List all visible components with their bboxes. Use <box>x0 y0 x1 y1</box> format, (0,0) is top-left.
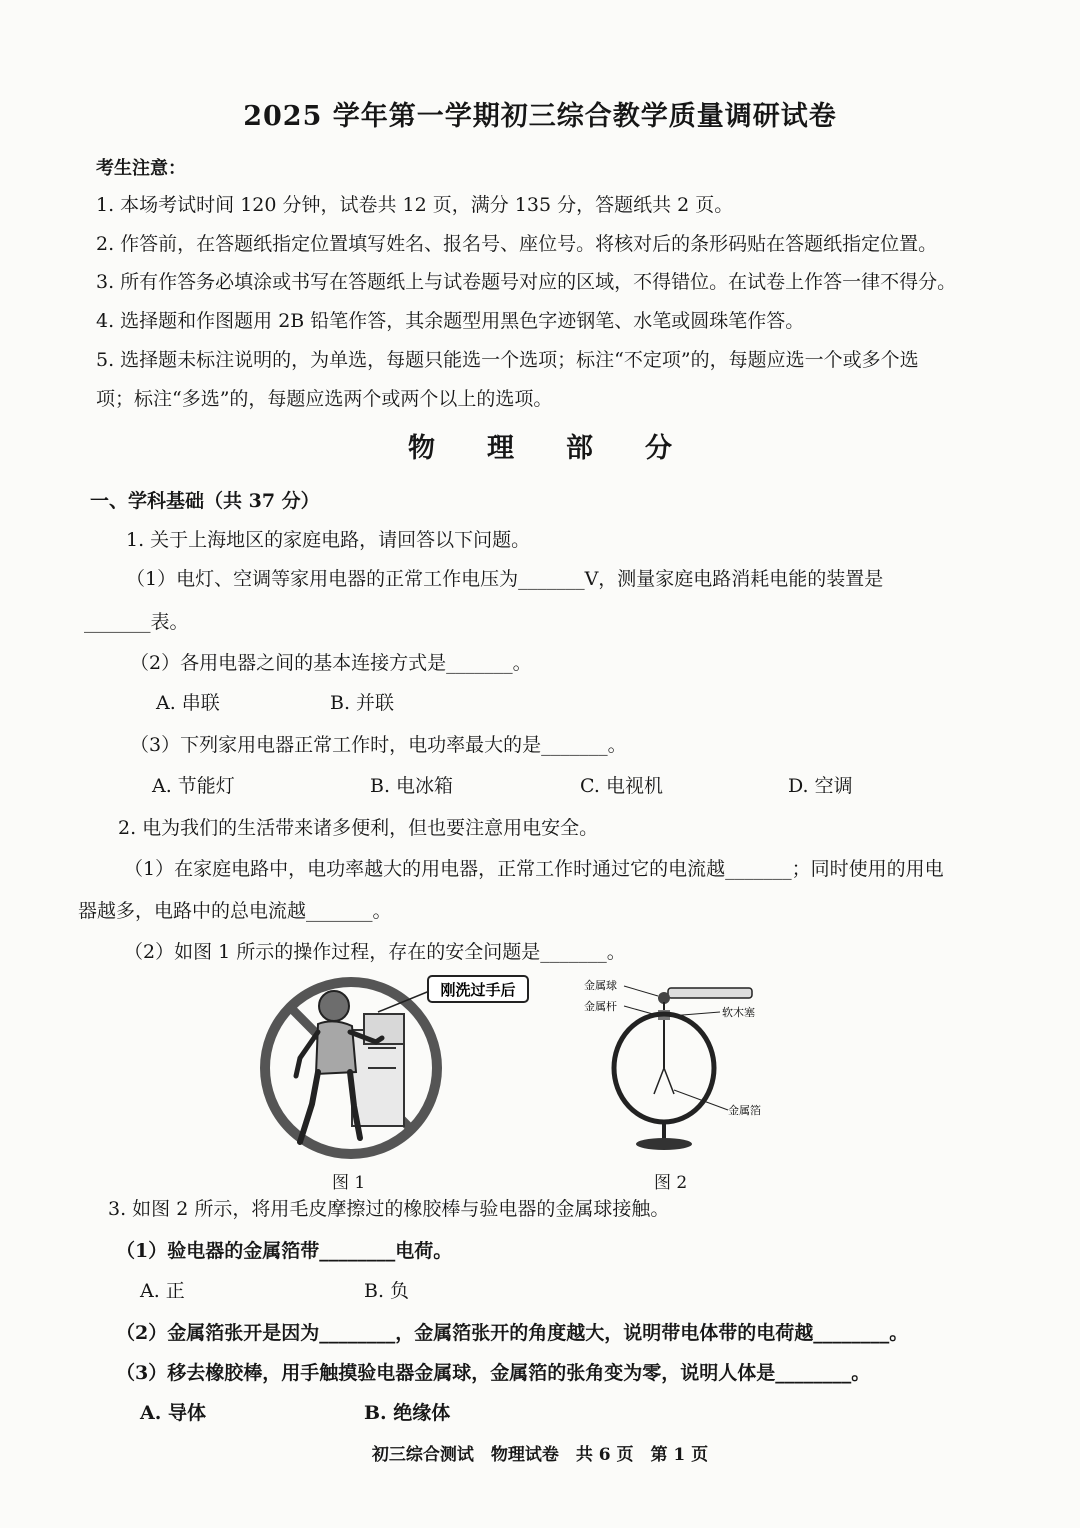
q2-sub2: （2）如图 1 所示的操作过程，存在的安全问题是_______。 <box>124 941 626 963</box>
figure-1 <box>256 972 546 1162</box>
q3-sub1-choice-a: A. 正 <box>140 1280 185 1302</box>
figure-1-caption: 图 1 <box>332 1173 366 1193</box>
q3-sub3-choice-a: A. 导体 <box>140 1402 206 1424</box>
q1-sub2: （2）各用电器之间的基本连接方式是_______。 <box>130 652 532 674</box>
q1-sub2-choice-a: A. 串联 <box>156 692 220 714</box>
q1-sub3-choice-a: A. 节能灯 <box>152 775 235 797</box>
q1-sub1-line1: （1）电灯、空调等家用电器的正常工作电压为_______V，测量家庭电路消耗电能的装置是 <box>126 568 884 590</box>
notice-item-3: 3. 所有作答务必填涂或书写在答题纸上与试卷题号对应的区域，不得错位。在试卷上作答一律不得分。 <box>96 271 957 293</box>
q1-sub2-choice-b: B. 并联 <box>330 692 395 714</box>
figure-1-drawing <box>256 972 546 1162</box>
q3-sub3-choice-b: B. 绝缘体 <box>364 1402 451 1424</box>
q1-sub3: （3）下列家用电器正常工作时，电功率最大的是_______。 <box>130 734 627 756</box>
notice-item-1: 1. 本场考试时间 120 分钟，试卷共 12 页，满分 135 分，答题纸共 2 页。 <box>96 194 734 216</box>
page-footer: 初三综合测试 物理试卷 共 6 页 第 1 页 <box>371 1445 709 1465</box>
figure-2-caption: 图 2 <box>654 1173 688 1193</box>
boy-head <box>319 991 349 1021</box>
q1-sub3-choice-c: C. 电视机 <box>580 775 663 797</box>
q3-sub3: （3）移去橡胶棒，用手触摸验电器金属球，金属箔的张角变为零，说明人体是________。 <box>116 1362 871 1384</box>
q2-sub1-line1: （1）在家庭电路中，电功率越大的用电器，正常工作时通过它的电流越_______；同时使用的用电 <box>124 858 944 880</box>
metal-foil-right <box>664 1068 674 1094</box>
q1-sub3-choice-d: D. 空调 <box>788 775 853 797</box>
q3-sub1: （1）验电器的金属箔带________电荷。 <box>116 1240 453 1262</box>
label-metal-ball: 金属球 <box>584 979 617 992</box>
label-metal-foil: 金属箔 <box>728 1104 761 1117</box>
q1-sub1-line2: _______表。 <box>84 611 189 633</box>
notice-item-5: 5. 选择题未标注说明的，为单选，每题只能选一个选项；标注“不定项”的，每题应选一个或多个选 <box>96 349 919 371</box>
rubber-rod <box>668 988 752 998</box>
metal-foil-left <box>654 1068 664 1094</box>
notice-heading: 考生注意： <box>96 158 186 179</box>
boy-torso <box>316 1021 356 1074</box>
label-cork: 软木塞 <box>722 1006 755 1019</box>
q3-sub2: （2）金属箔张开是因为________，金属箔张开的角度越大，说明带电体带的电荷越________。 <box>116 1322 909 1344</box>
exam-title: 2025 学年第一学期初三综合教学质量调研试卷 <box>243 101 837 132</box>
q1-stem: 1. 关于上海地区的家庭电路，请回答以下问题。 <box>126 529 531 551</box>
label-metal-rod: 金属杆 <box>584 1000 617 1013</box>
q2-sub1-line2: 器越多，电路中的总电流越_______。 <box>78 900 392 922</box>
q1-sub3-choice-b: B. 电冰箱 <box>370 775 454 797</box>
figure-2 <box>580 972 780 1162</box>
section-title: 物理部分 <box>408 433 724 464</box>
q3-stem: 3. 如图 2 所示，将用毛皮摩擦过的橡胶棒与验电器的金属球接触。 <box>108 1198 670 1220</box>
notice-item-2: 2. 作答前，在答题纸指定位置填写姓名、报名号、座位号。将核对后的条形码贴在答题纸指定位置。 <box>96 233 938 255</box>
q3-sub1-choice-b: B. 负 <box>364 1280 410 1302</box>
notice-item-4: 4. 选择题和作图题用 2B 铅笔作答，其余题型用黑色字迹钢笔、水笔或圆珠笔作答。 <box>96 310 805 332</box>
electroscope-base <box>636 1138 692 1150</box>
speech-bubble-text: 刚洗过手后 <box>440 981 516 999</box>
part-heading: 一、学科基础（共 37 分） <box>90 490 320 512</box>
notice-item-5-cont: 项；标注“多选”的，每题应选两个或两个以上的选项。 <box>96 388 553 410</box>
q2-stem: 2. 电为我们的生活带来诸多便利，但也要注意用电安全。 <box>118 817 599 839</box>
boy-leg-left <box>300 1072 318 1142</box>
figure-2-drawing <box>580 972 780 1162</box>
